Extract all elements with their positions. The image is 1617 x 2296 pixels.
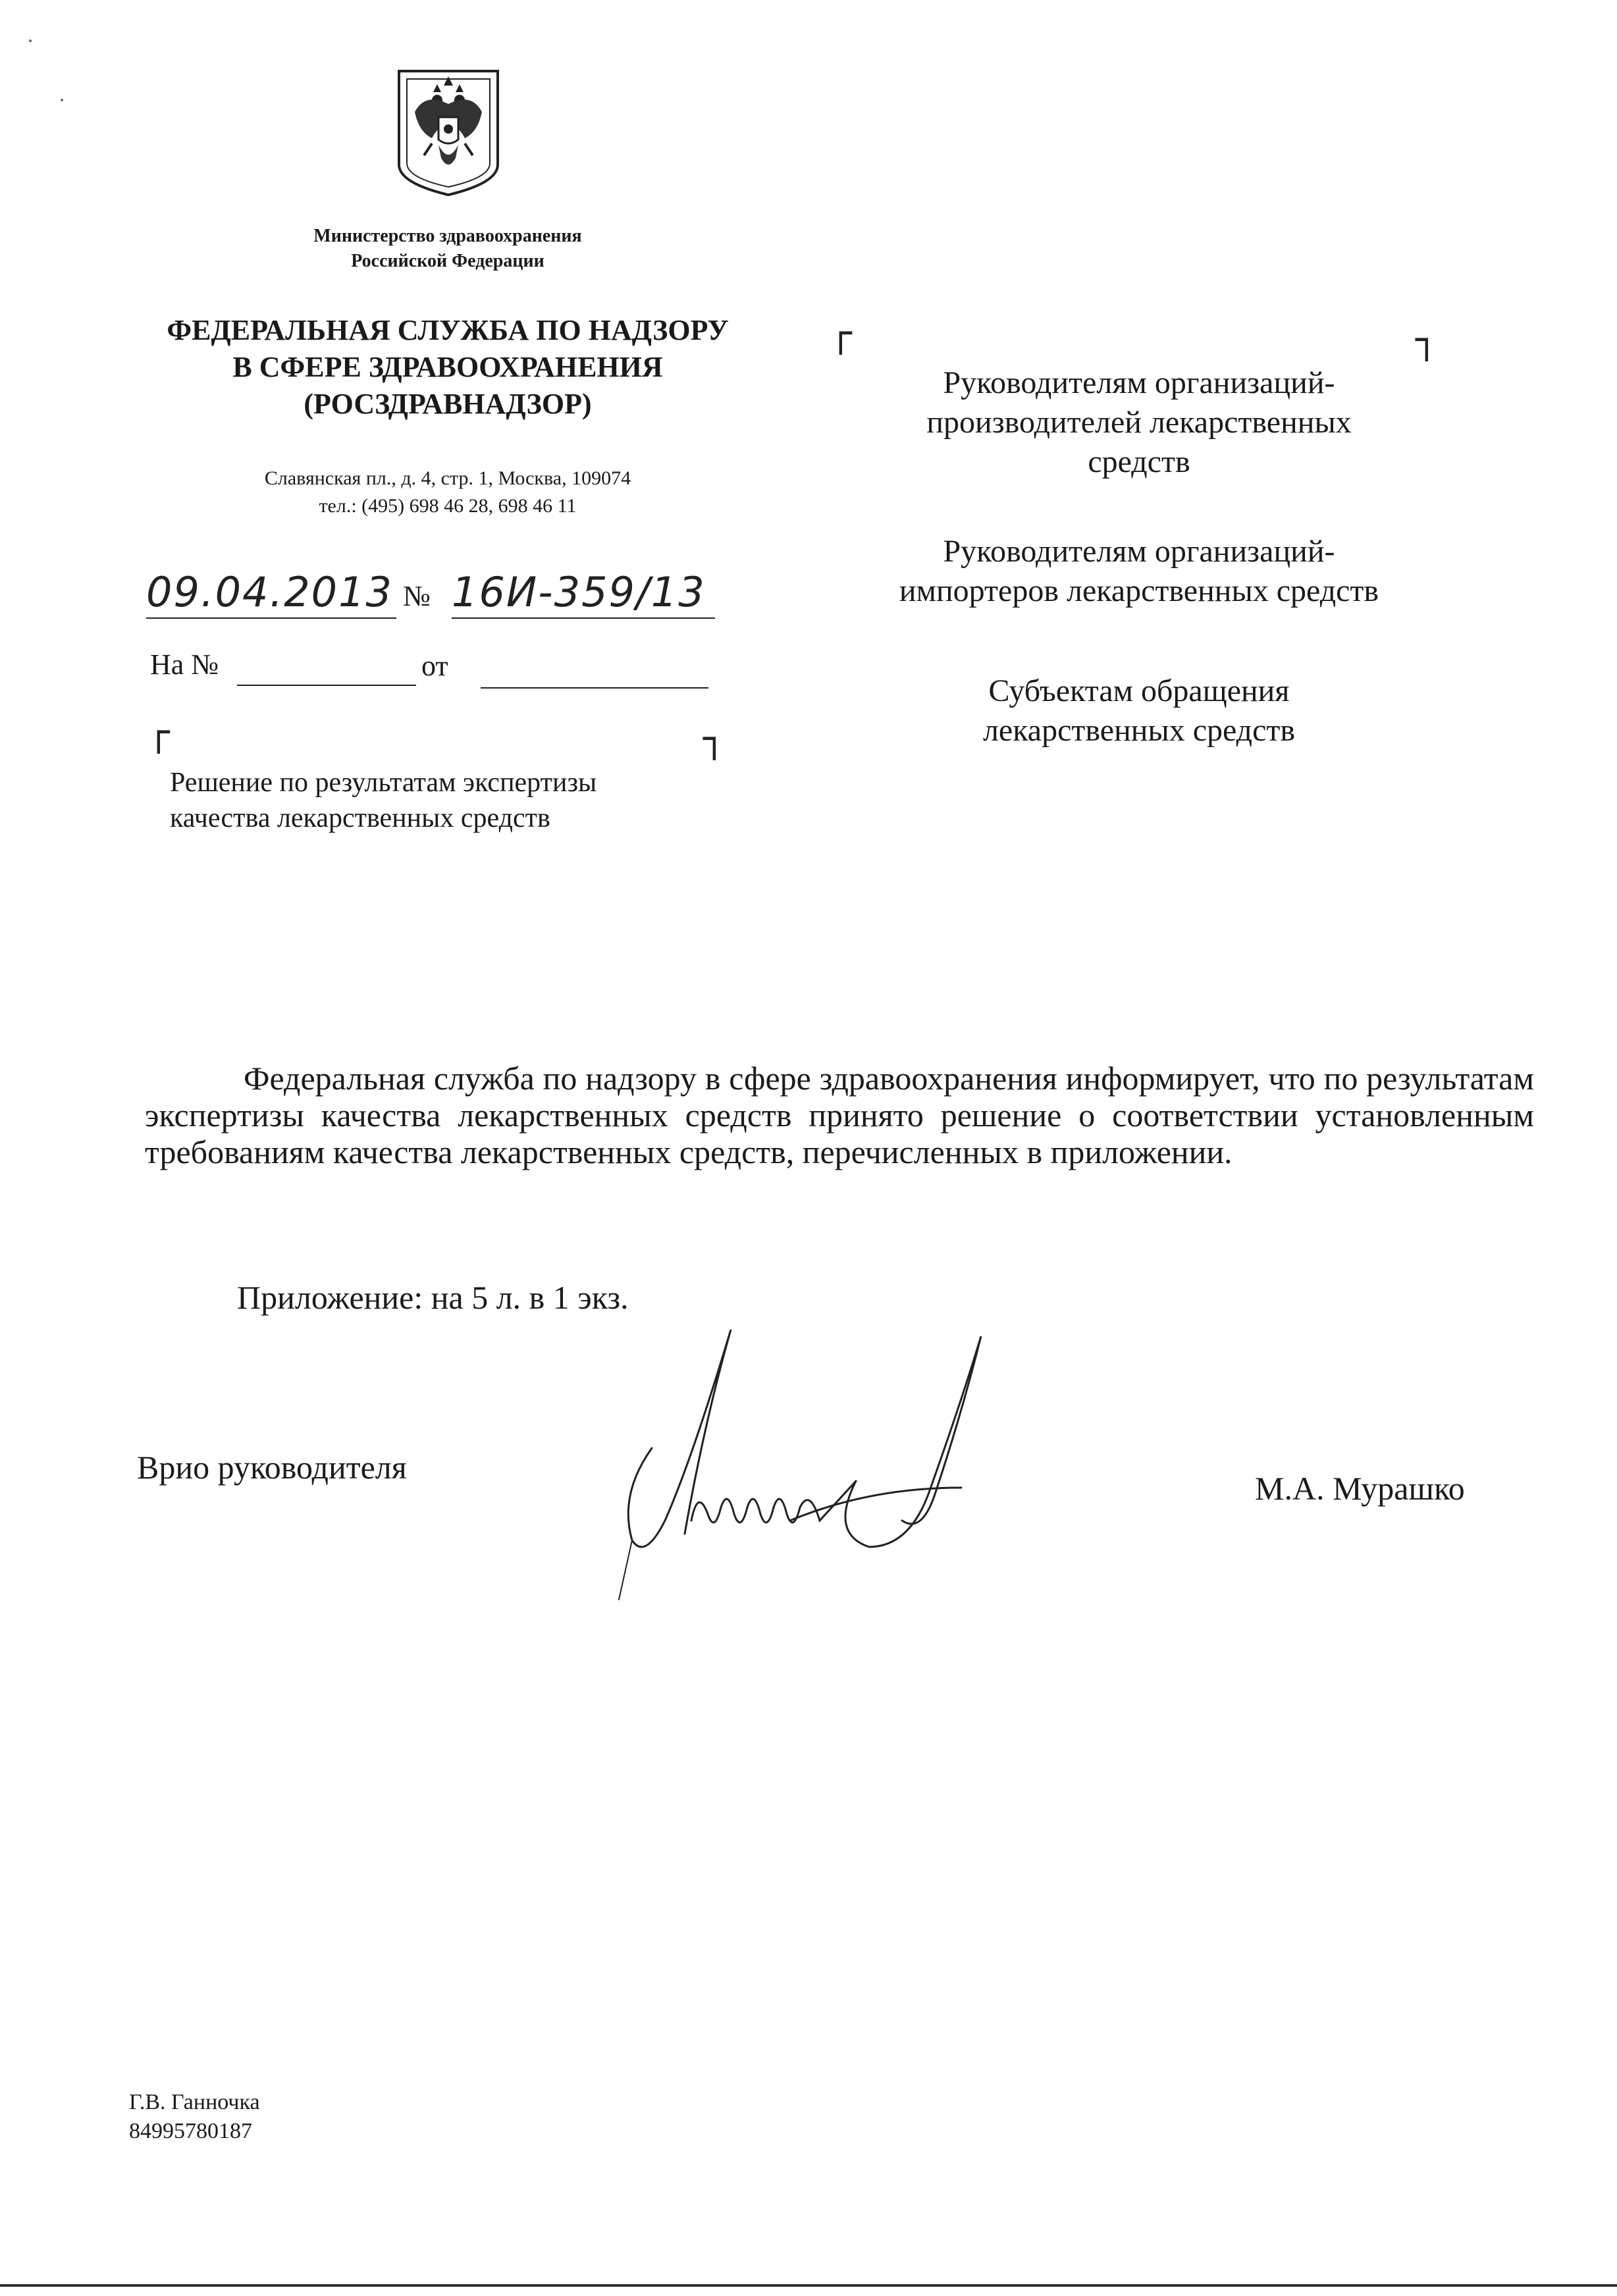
addressee-corner-right: ┐ xyxy=(1416,319,1438,361)
handwritten-number: 16И-359/13 xyxy=(452,567,715,619)
appendix-note: Приложение: на 5 л. в 1 экз. xyxy=(237,1279,629,1316)
agency-address xyxy=(165,465,731,520)
executor-phone: 84995780187 xyxy=(129,2119,252,2143)
addressee-2-line-1: Руководителям организаций- xyxy=(943,534,1335,569)
addressee-importers xyxy=(823,532,1455,611)
addressee-3-line-1: Субъектам обращения xyxy=(988,673,1290,708)
handwritten-date: 09.04.2013 xyxy=(146,567,396,619)
ref-number-blank xyxy=(237,685,416,686)
executor-name: Г.В. Ганночка xyxy=(129,2090,260,2114)
subject-line-1: Решение по результатам экспертизы xyxy=(170,768,597,798)
subject-corner-right: ┐ xyxy=(703,718,726,760)
coat-of-arms-emblem xyxy=(392,66,504,197)
addressee-1-line-1: Руководителям организаций- xyxy=(943,365,1335,400)
addressee-circulation-subjects xyxy=(823,671,1455,750)
address-street: Славянская пл., д. 4, стр. 1, Москва, 109074 xyxy=(264,467,631,489)
agency-line-3: (РОСЗДРАВНАДЗОР) xyxy=(304,388,592,420)
ministry-line-2: Российской Федерации xyxy=(351,251,544,271)
body-paragraph: Федеральная служба по надзору в сфере здравоохранения информирует, что по результатам экспертизы качества лекарственных средств принято решение о соответствии установленным требованиям качества лекарственных средств, перечисленных в приложении. xyxy=(145,1060,1534,1170)
ref-from-label: от xyxy=(421,650,448,682)
scan-speck xyxy=(29,39,32,42)
addressee-manufacturers xyxy=(823,363,1455,482)
subject-line-2: качества лекарственных средств xyxy=(170,803,550,833)
signatory-title: Врио руководителя xyxy=(137,1449,407,1486)
ref-number-label: На № xyxy=(150,648,219,681)
handwritten-signature xyxy=(593,1323,1014,1613)
addressee-3-line-2: лекарственных средств xyxy=(982,713,1296,748)
addressee-1-line-2: производителей лекарственных xyxy=(926,405,1352,440)
executor-contact xyxy=(129,2088,260,2146)
ref-date-blank xyxy=(481,687,708,689)
agency-line-2: В СФЕРЕ ЗДРАВООХРАНЕНИЯ xyxy=(232,351,663,383)
addressee-corner-left: ┌ xyxy=(830,312,852,355)
signatory-name: М.А. Мурашко xyxy=(1255,1470,1465,1507)
addressee-1-line-3: средств xyxy=(1088,444,1190,479)
subject-corner-left: ┌ xyxy=(147,711,170,754)
agency-name xyxy=(125,312,770,423)
scan-edge-line xyxy=(0,2284,1617,2287)
addressee-2-line-2: импортеров лекарственных средств xyxy=(899,573,1379,608)
agency-line-1: ФЕДЕРАЛЬНАЯ СЛУЖБА ПО НАДЗОРУ xyxy=(167,314,729,346)
ministry-name xyxy=(198,224,698,274)
number-sign: № xyxy=(403,580,431,612)
ministry-line-1: Министерство здравоохранения xyxy=(313,226,582,246)
scan-speck xyxy=(61,99,63,101)
letter-body xyxy=(145,1060,1534,1170)
address-phone: тел.: (495) 698 46 28, 698 46 11 xyxy=(319,495,577,517)
letter-subject xyxy=(170,765,736,836)
